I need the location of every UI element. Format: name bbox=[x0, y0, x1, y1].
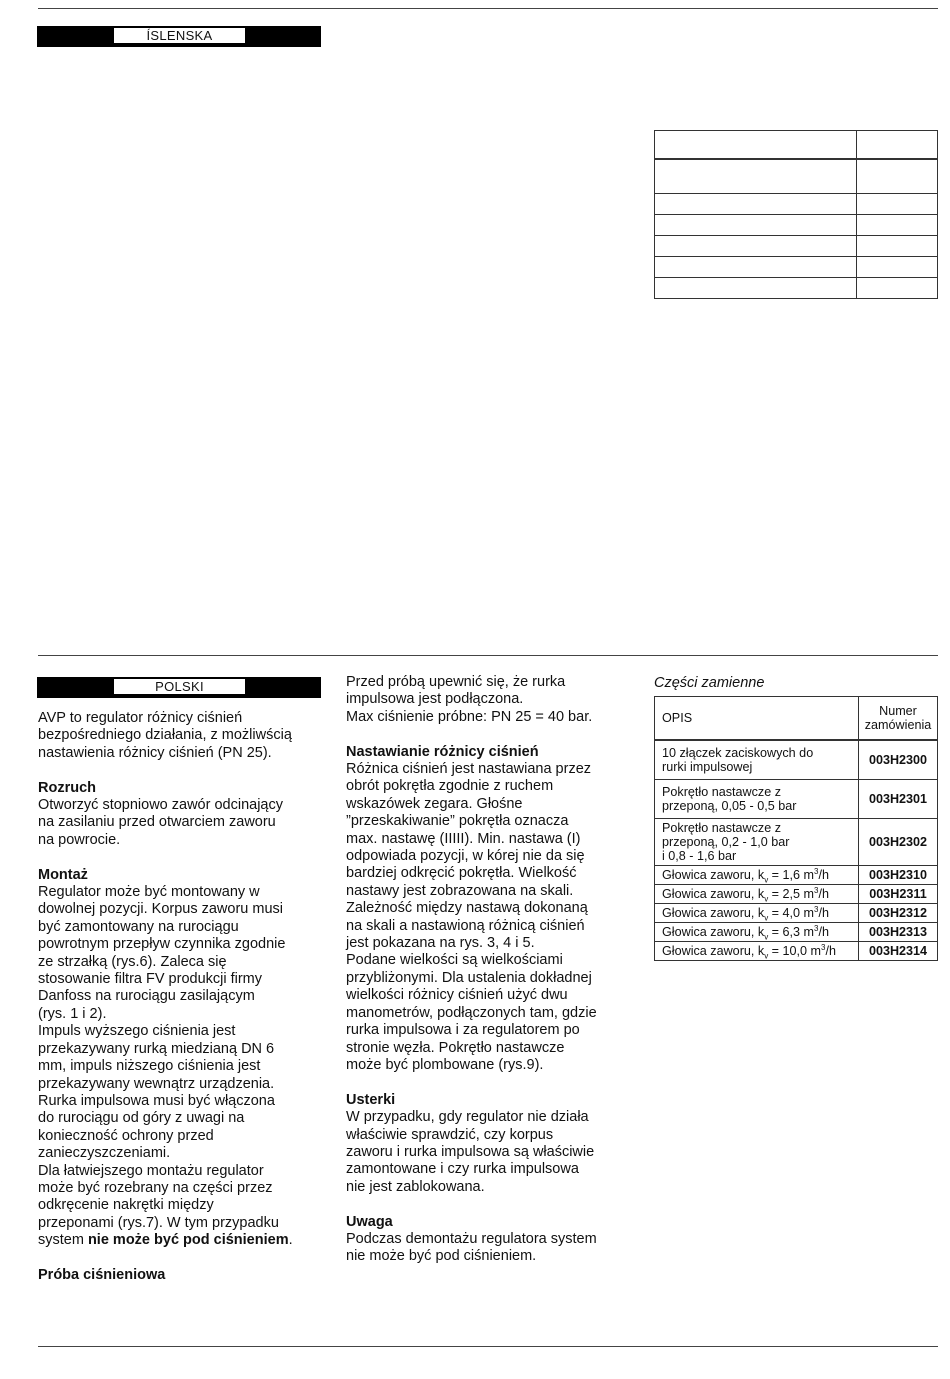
heading-nastawianie: Nastawianie różnicy ciśnień bbox=[346, 743, 539, 760]
nastawianie-text: Różnica ciśnień jest nastawiana przez obrót pokrętła zgodnie z ruchem wskazówek zegara. Głośne ”przeskakiwanie” pokrętła oznacza max. nastawę (IIIII). Min. nastawa (I) odpowiada pozycji, w kórej nie da się bardziej odkręcić pokrętła. Wielkość nastawy jest zobrazowana na skali. Zależność między nastawą dokonaną na skali a nastawioną różnicą ciśnień jest pokazana na rys. 3, 4 i 5. Podane wielkości są wielkościami przybliżonymi. Dla ustalenia dokładnej wielkości różnicy ciśnień użyć dwu manometrów, podłączonych tam, gdzie rurka impulsowa i za regulatorem po stronie węzła. Pokrętło nastawcze może być plombowane (rys.9). bbox=[346, 761, 597, 1073]
heading-proba: Próba ciśnieniowa bbox=[38, 1266, 166, 1283]
table-row: Głowica zaworu, $k_v = 10,0$ $m^3/h$ 003H2314 bbox=[655, 942, 938, 961]
heading-uwaga: Uwaga bbox=[346, 1213, 393, 1230]
spare-parts-title: Części zamienne bbox=[654, 675, 765, 691]
language-label-icelandic: ÍSLENSKA bbox=[113, 27, 246, 44]
intro-paragraph: AVP to regulator różnicy ciśnień bezpośredniego działania, z możliwścią nastawienia różnicy ciśnień (PN 25). bbox=[38, 710, 292, 761]
header-description: OPIS bbox=[655, 697, 859, 741]
text-column-2 bbox=[346, 674, 641, 1266]
proba-text: Przed próbą upewnić się, że rurka impulsowa jest podłączona. Max ciśnienie próbne: PN 25 = 40 bar. bbox=[346, 674, 593, 725]
language-bar-polish bbox=[37, 677, 321, 698]
usterki-text: W przypadku, gdy regulator nie działa właściwie sprawdzić, czy korpus zaworu i rurka impulsowa są właściwie zamontowane i czy rurka impulsowa nie jest zablokowana. bbox=[346, 1109, 595, 1195]
header-order-number: Numer zamówienia bbox=[859, 697, 938, 741]
table-header-row bbox=[655, 697, 938, 741]
table-row: Głowica zaworu, $k_v = 4,0$ $m^3/h$ 003H2312 bbox=[655, 904, 938, 923]
table-row: Głowica zaworu, $k_v = 6,3$ $m^3/h$ 003H2313 bbox=[655, 923, 938, 942]
language-label-polish: POLSKI bbox=[113, 678, 246, 695]
empty-parts-table-icelandic bbox=[654, 130, 938, 299]
text-column-1 bbox=[38, 710, 328, 1284]
table-row: Pokrętło nastawcze z przeponą, 0,2 - 1,0 bar i 0,8 - 1,6 bar 003H2302 bbox=[655, 819, 938, 866]
spare-parts-table bbox=[654, 696, 938, 961]
montaz-text: Regulator może być montowany w dowolnej pozycji. Korpus zaworu musi być zamontowany na rurociągu powrotnym przepływ czynnika zgodnie ze strzałką (rys.6). Zaleca się stosowanie filtra FV produkcji firmy Danfoss na rurociągu zasilającym (rys. 1 i 2). Impuls wyższego ciśnienia jest przekazywany rurką miedzianą DN 6 mm, impuls niższego ciśnienia jest przekazywany wewnątrz urządzenia. Rurka impulsowa musi być włączona do rurociągu od góry z uwagi na konieczność ochrony przed zanieczyszczeniami. Dla łatwiejszego montażu regulator może być rozebrany na części przez odkręcenie nakrętki między przeponami (rys.7). W tym przypadku system nie może być pod ciśnieniem. bbox=[38, 884, 293, 1249]
table-row: 10 złączek zaciskowych do rurki impulsowej 003H2300 bbox=[655, 740, 938, 780]
top-rule bbox=[38, 8, 938, 9]
heading-montaz: Montaż bbox=[38, 866, 88, 883]
uwaga-text: Podczas demontażu regulatora system nie może być pod ciśnieniem. bbox=[346, 1230, 597, 1265]
middle-rule bbox=[38, 655, 938, 656]
montaz-bold-warning: nie może być pod ciśnieniem bbox=[87, 1232, 289, 1249]
bottom-rule bbox=[38, 1346, 938, 1347]
rozruch-text: Otworzyć stopniowo zawór odcinający na zasilaniu przed otwarciem zaworu na powrocie. bbox=[38, 797, 283, 848]
language-bar-icelandic bbox=[37, 26, 321, 47]
heading-rozruch: Rozruch bbox=[38, 779, 96, 796]
heading-usterki: Usterki bbox=[346, 1091, 396, 1108]
table-row: Pokrętło nastawcze z przeponą, 0,05 - 0,5 bar 003H2301 bbox=[655, 780, 938, 819]
table-row: Głowica zaworu, $k_v = 1,6$ $m^3/h$ 003H2310 bbox=[655, 866, 938, 885]
table-row: Głowica zaworu, $k_v = 2,5$ $m^3/h$ 003H2311 bbox=[655, 885, 938, 904]
